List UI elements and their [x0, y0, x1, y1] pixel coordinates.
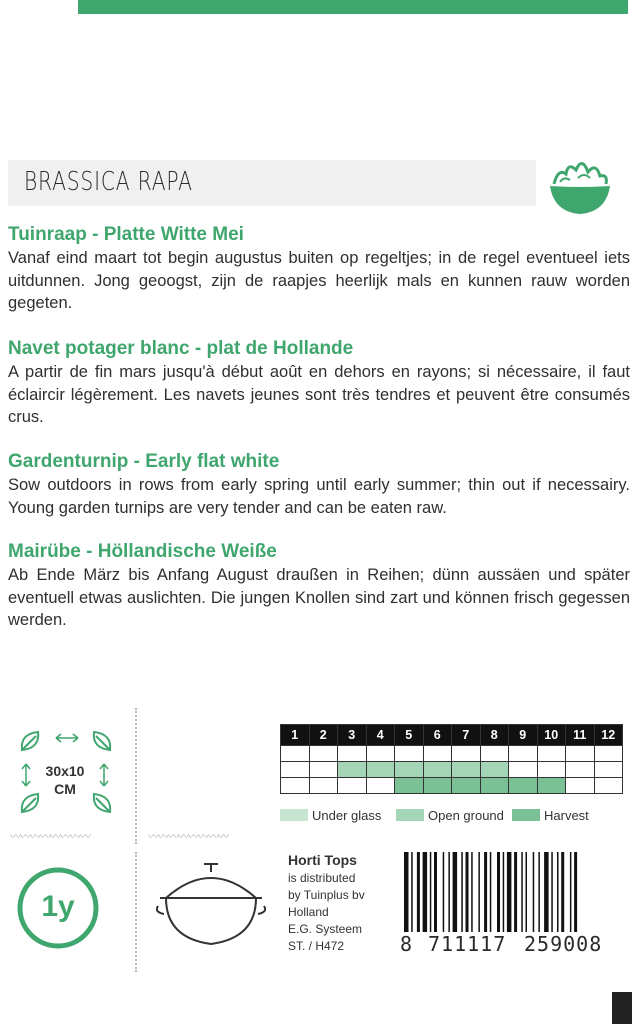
barcode-bars: [400, 852, 628, 932]
barcode-bar: [411, 852, 413, 932]
section-english: [8, 450, 630, 519]
month-label: 7: [452, 725, 481, 746]
harvest-row: [281, 778, 623, 794]
species-name: BRASSICA RAPA: [24, 167, 193, 197]
barcode-bar: [417, 852, 420, 932]
barcode-bar: [514, 852, 517, 932]
barcode-bar: [448, 852, 450, 932]
calendar-cell: [366, 778, 395, 794]
divider: [135, 708, 137, 844]
calendar-cell: [452, 778, 481, 794]
barcode-bar: [461, 852, 463, 932]
brand-line: ST. / H472: [288, 939, 345, 953]
section-title: Navet potager blanc - plat de Hollande: [8, 338, 354, 359]
spacing-unit: CM: [54, 781, 76, 797]
leaf-icon: [18, 790, 42, 816]
legend-label: Under glass: [312, 808, 382, 823]
barcode-bar: [453, 852, 458, 932]
section-title: Gardenturnip - Early flat white: [8, 451, 280, 472]
calendar-cell: [395, 762, 424, 778]
calendar-cell: [338, 762, 367, 778]
spacing-value: 30x10: [45, 763, 85, 779]
legend-swatch: [280, 809, 308, 821]
month-label: 8: [480, 725, 509, 746]
barcode-digits-left: 711117: [428, 932, 507, 956]
section-text: Sow outdoors in rows from early spring until early summer; thin out if necessairy. Young garden turnips are very tender and can be eaten raw.: [8, 476, 630, 517]
month-label: 2: [309, 725, 338, 746]
section-text: A partir de fin mars jusqu'à début août en dehors en rayons; si nécessaire, il faut éclaircir légèrement. Les navets jeunes sont très tendres et peuvent être consumés crus.: [8, 363, 630, 426]
calendar-cell: [594, 778, 623, 794]
barcode-bar: [430, 852, 432, 932]
barcode-bar: [538, 852, 540, 932]
calendar-cell: [566, 762, 595, 778]
barcode-bar: [507, 852, 512, 932]
calendar-cell: [452, 746, 481, 762]
calendar-month-header: [281, 725, 623, 746]
barcode-bar: [570, 852, 572, 932]
calendar-cell: [423, 746, 452, 762]
barcode-bar: [544, 852, 549, 932]
divider: [135, 852, 137, 972]
vertical-arrow-icon: [20, 762, 32, 788]
wave-divider: 〰〰〰〰〰〰〰〰: [10, 831, 90, 843]
calendar-cell: [537, 746, 566, 762]
leaf-icon: [90, 728, 114, 754]
barcode-bar: [533, 852, 535, 932]
section-title: Mairübe - Höllandische Weiße: [8, 541, 277, 562]
section-dutch: [8, 223, 630, 315]
legend-harvest: [512, 808, 589, 823]
section-german: [8, 540, 630, 632]
barcode-digit-first: 8: [400, 932, 414, 956]
distributor-info: [288, 852, 408, 955]
calendar-cell: [594, 746, 623, 762]
barcode-bar: [551, 852, 553, 932]
barcode-bar: [497, 852, 500, 932]
calendar-cell: [281, 746, 310, 762]
calendar-cell: [338, 778, 367, 794]
calendar-cell: [509, 762, 538, 778]
brand-line: by Tuinplus bv: [288, 888, 365, 902]
under-glass-row: [281, 746, 623, 762]
brand-line: E.G. Systeem: [288, 922, 363, 936]
calendar-cell: [281, 778, 310, 794]
leaf-icon: [90, 790, 114, 816]
section-text: Ab Ende März bis Anfang August draußen in Reihen; dünn aussäen und später eventuell etwas auslichten. Die jungen Knollen sind zart und können frisch gegessen werden.: [8, 566, 630, 629]
calendar-cell: [309, 778, 338, 794]
barcode-bar: [478, 852, 480, 932]
month-label: 3: [338, 725, 367, 746]
barcode-bar: [561, 852, 564, 932]
calendar-cell: [281, 762, 310, 778]
calendar-cell: [395, 746, 424, 762]
calendar-cell: [338, 746, 367, 762]
horizontal-arrow-icon: [54, 732, 80, 744]
barcode-bar: [557, 852, 559, 932]
brand-name: Horti Tops: [288, 852, 357, 868]
lifecycle-label: 1y: [41, 890, 75, 923]
barcode-bar: [471, 852, 473, 932]
calendar-cell: [480, 778, 509, 794]
calendar-cell: [480, 762, 509, 778]
calendar-cell: [537, 778, 566, 794]
cooking-pot-icon: [156, 858, 266, 954]
calendar-cell: [366, 746, 395, 762]
calendar-cell: [537, 762, 566, 778]
calendar-cell: [423, 762, 452, 778]
month-label: 5: [395, 725, 424, 746]
month-label: 1: [281, 725, 310, 746]
calendar-cell: [594, 762, 623, 778]
calendar-cell: [423, 778, 452, 794]
brand-line: Holland: [288, 905, 329, 919]
month-label: 9: [509, 725, 538, 746]
leaf-icon: [18, 728, 42, 754]
calendar-cell: [480, 746, 509, 762]
vertical-arrow-icon: [98, 762, 110, 788]
brand-line: is distributed: [288, 871, 356, 885]
sowing-calendar: [280, 724, 623, 794]
barcode-bar: [503, 852, 505, 932]
month-label: 10: [537, 725, 566, 746]
print-mark: [612, 992, 632, 1024]
calendar-cell: [566, 746, 595, 762]
open-ground-row: [281, 762, 623, 778]
calendar-cell: [452, 762, 481, 778]
barcode-bar: [490, 852, 492, 932]
legend-label: Harvest: [544, 808, 589, 823]
top-accent-bar: [78, 0, 628, 14]
month-label: 6: [423, 725, 452, 746]
calendar-cell: [566, 778, 595, 794]
barcode-bar: [404, 852, 409, 932]
calendar-cell: [509, 778, 538, 794]
barcode-bar: [526, 852, 528, 932]
section-title: Tuinraap - Platte Witte Mei: [8, 224, 244, 245]
legend-under-glass: [280, 808, 381, 823]
barcode-bar: [484, 852, 487, 932]
barcode-bar: [423, 852, 428, 932]
salad-bowl-icon: [544, 148, 616, 220]
calendar-cell: [395, 778, 424, 794]
month-label: 12: [594, 725, 623, 746]
barcode-bar: [574, 852, 577, 932]
calendar-cell: [509, 746, 538, 762]
calendar-cell: [309, 746, 338, 762]
calendar-cell: [366, 762, 395, 778]
legend-label: Open ground: [428, 808, 504, 823]
month-label: 11: [566, 725, 595, 746]
barcode-bar: [521, 852, 523, 932]
barcode-bar: [443, 852, 445, 932]
plant-spacing: [40, 762, 90, 798]
barcode-bar: [434, 852, 437, 932]
barcode-bar: [466, 852, 469, 932]
month-label: 4: [366, 725, 395, 746]
wave-divider: 〰〰〰〰〰〰〰〰: [148, 831, 228, 843]
calendar-cell: [309, 762, 338, 778]
section-text: Vanaf eind maart tot begin augustus buiten op regeltjes; in de regel eventueel iets uitdunnen. Jong geoogst, zijn de raapjes heerlijk mals en kunnen rauw worden gegeten.: [8, 249, 630, 312]
ean-barcode: [400, 852, 628, 956]
section-french: [8, 337, 630, 429]
legend-swatch: [512, 809, 540, 821]
barcode-digits-right: 259008: [524, 932, 603, 956]
legend-swatch: [396, 809, 424, 821]
legend-open-ground: [396, 808, 504, 823]
